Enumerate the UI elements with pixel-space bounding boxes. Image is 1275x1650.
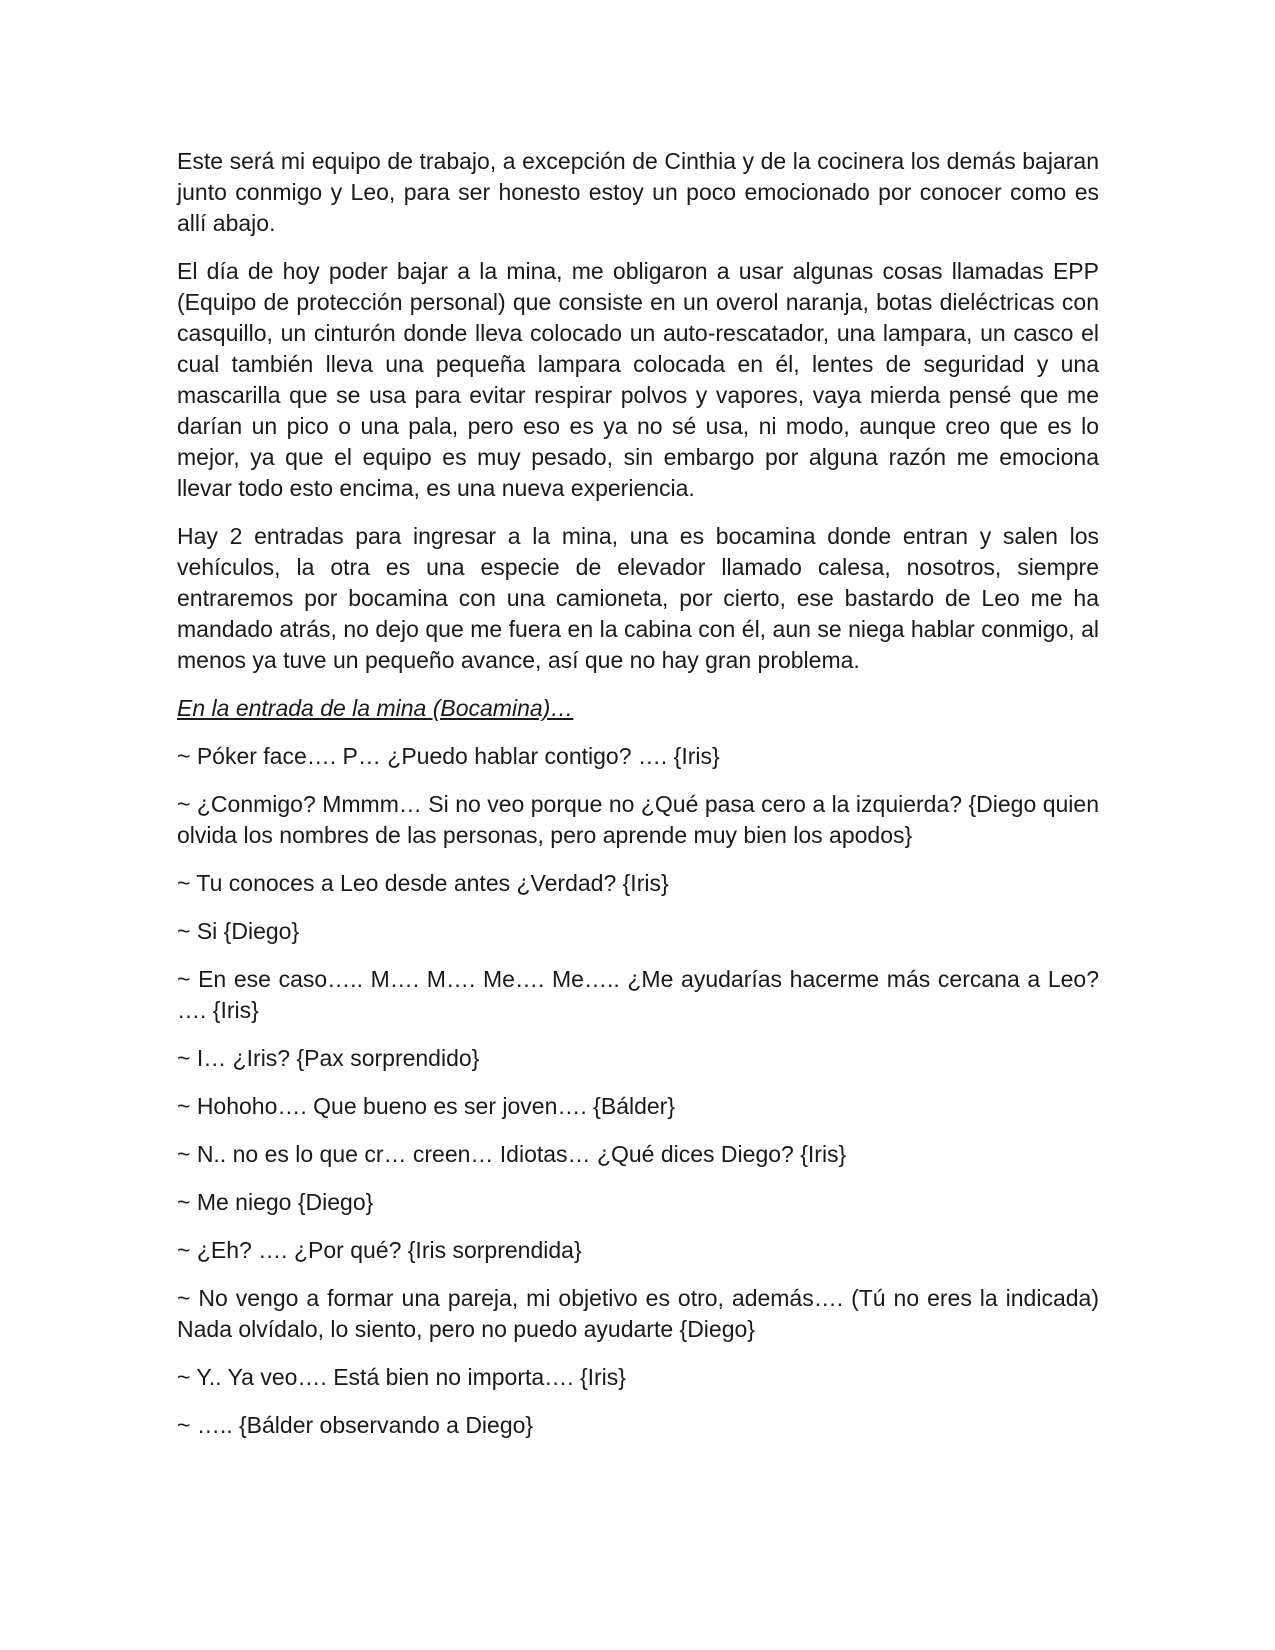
dialogue-line: ~ En ese caso….. M…. M…. Me…. Me….. ¿Me ayudarías hacerme más cercana a Leo? …. {Iris} <box>177 966 1099 1023</box>
narrative-paragraph: Hay 2 entradas para ingresar a la mina, una es bocamina donde entran y salen los vehículos, la otra es una especie de elevador llamado calesa, nosotros, siempre entraremos por bocamina con una camioneta, por cierto, ese bastardo de Leo me ha mandado atrás, no dejo que me fuera en la cabina con él, aun se niega hablar conmigo, al menos ya tuve un pequeño avance, así que no hay gran problema. <box>177 523 1099 673</box>
dialogue-line: ~ No vengo a formar una pareja, mi objetivo es otro, además…. (Tú no eres la indicada) Nada olvídalo, lo siento, pero no puedo ayudarte {Diego} <box>177 1285 1099 1342</box>
narrative-paragraph: El día de hoy poder bajar a la mina, me obligaron a usar algunas cosas llamadas EPP (Equipo de protección personal) que consiste en un overol naranja, botas dieléctricas con casquillo, un cinturón donde lleva colocado un auto-rescatador, una lampara, un casco el cual también lleva una pequeña lampara colocada en él, lentes de seguridad y una mascarilla que se usa para evitar respirar polvos y vapores, vaya mierda pensé que me darían un pico o una pala, pero eso es ya no sé usa, ni modo, aunque creo que es lo mejor, ya que el equipo es muy pesado, sin embargo por alguna razón me emociona llevar todo esto encima, es una nueva experiencia. <box>177 258 1099 501</box>
dialogue-line: ~ Hohoho…. Que bueno es ser joven…. {Bálder} <box>177 1093 676 1119</box>
dialogue-line: ~ ¿Eh? …. ¿Por qué? {Iris sorprendida} <box>177 1237 582 1263</box>
scene-heading: En la entrada de la mina (Bocamina)… <box>177 695 574 721</box>
narrative-paragraph: Este será mi equipo de trabajo, a excepción de Cinthia y de la cocinera los demás bajaran junto conmigo y Leo, para ser honesto estoy un poco emocionado por conocer como es allí abajo. <box>177 148 1099 236</box>
dialogue-line: ~ N.. no es lo que cr… creen… Idiotas… ¿Qué dices Diego? {Iris} <box>177 1141 847 1167</box>
dialogue-line: ~ Tu conoces a Leo desde antes ¿Verdad? {Iris} <box>177 870 669 896</box>
dialogue-line: ~ ….. {Bálder observando a Diego} <box>177 1412 534 1438</box>
dialogue-line: ~ Si {Diego} <box>177 918 300 944</box>
dialogue-line: ~ Póker face…. P… ¿Puedo hablar contigo? …. {Iris} <box>177 743 720 769</box>
dialogue-line: ~ Me niego {Diego} <box>177 1189 374 1215</box>
dialogue-line: ~ ¿Conmigo? Mmmm… Si no veo porque no ¿Qué pasa cero a la izquierda? {Diego quien olvida los nombres de las personas, pero aprende muy bien los apodos} <box>177 791 1099 848</box>
dialogue-line: ~ I… ¿Iris? {Pax sorprendido} <box>177 1045 480 1071</box>
document-page <box>177 146 1099 1458</box>
dialogue-line: ~ Y.. Ya veo…. Está bien no importa…. {Iris} <box>177 1364 626 1390</box>
